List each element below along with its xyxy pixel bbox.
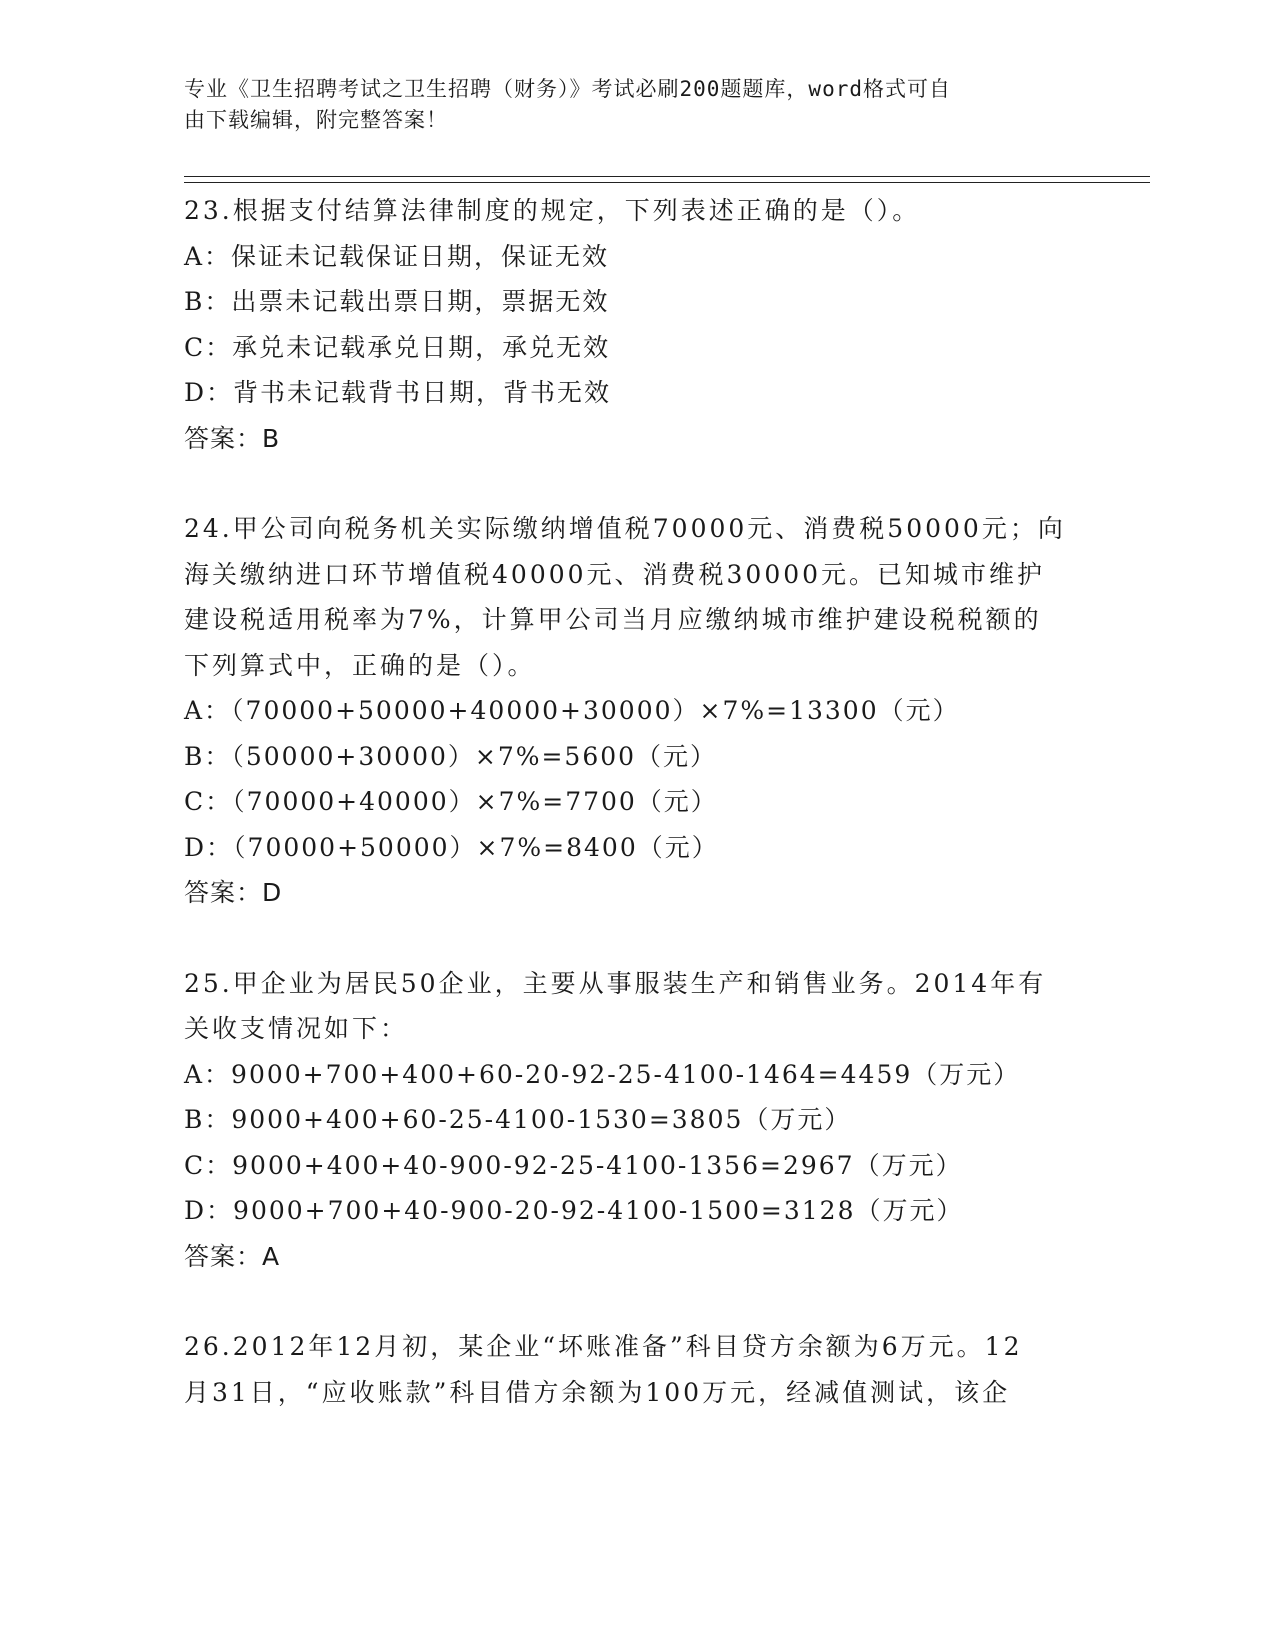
spacer (184, 916, 1084, 961)
header-divider (184, 176, 1150, 177)
option-c: C：承兑未记载承兑日期，承兑无效 (184, 332, 611, 362)
question-stem-line: 海关缴纳进口环节增值税40000元、消费税30000元。已知城市维护 (184, 559, 1046, 589)
question-25 (184, 961, 1084, 1280)
option-d: D：（70000+50000）×7%=8400（元） (184, 832, 719, 862)
document-header (184, 74, 1064, 136)
option-a: A：9000+700+400+60-20-92-25-4100-1464=4459（万元） (184, 1059, 1021, 1089)
option-b: B：（50000+30000）×7%=5600（元） (184, 741, 718, 771)
option-c: C：（70000+40000）×7%=7700（元） (184, 787, 718, 816)
question-stem-line: 25.甲企业为居民50企业，主要从事服装生产和销售业务。2014年有 (184, 968, 1047, 998)
option-b: B：9000+400+60-25-4100-1530=3805（万元） (184, 1105, 852, 1134)
question-stem-line: 下列算式中，正确的是（）。 (184, 650, 536, 680)
header-line: 专业《卫生招聘考试之卫生招聘（财务）》考试必刷200题题库，word格式可自 (184, 77, 951, 101)
question-stem-line: 建设税适用税率为7%，计算甲公司当月应缴纳城市维护建设税税额的 (184, 605, 1042, 634)
question-23 (184, 188, 1084, 461)
header-divider (184, 182, 1150, 183)
option-a: A：（70000+50000+40000+30000）×7%=13300（元） (184, 696, 960, 725)
spacer (184, 1279, 1084, 1324)
option-d: D：9000+700+40-900-20-92-4100-1500=3128（万元） (184, 1196, 964, 1225)
answer: 答案：D (184, 878, 283, 907)
question-stem-line: 关收支情况如下： (184, 1014, 409, 1043)
question-stem-line: 26.2012年12月初，某企业“坏账准备”科目贷方余额为6万元。12 (184, 1332, 1023, 1361)
question-stem-line: 月31日，“应收账款”科目借方余额为100万元，经减值测试，该企 (184, 1377, 1011, 1407)
option-a: A：保证未记载保证日期，保证无效 (184, 241, 610, 271)
answer: 答案：A (184, 1241, 281, 1271)
question-list (184, 188, 1084, 1415)
question-stem: 23.根据支付结算法律制度的规定，下列表述正确的是（）。 (184, 196, 921, 225)
question-24 (184, 506, 1084, 916)
option-c: C：9000+400+40-900-92-25-4100-1356=2967（万元） (184, 1150, 963, 1180)
question-stem-line: 24.甲公司向税务机关实际缴纳增值税70000元、消费税50000元；向 (184, 514, 1066, 543)
question-26 (184, 1324, 1084, 1415)
spacer (184, 461, 1084, 506)
answer: 答案：B (184, 423, 281, 453)
header-line: 由下载编辑，附完整答案！ (184, 108, 448, 132)
option-b: B：出票未记载出票日期，票据无效 (184, 287, 610, 316)
option-d: D：背书未记载背书日期，背书无效 (184, 378, 612, 407)
